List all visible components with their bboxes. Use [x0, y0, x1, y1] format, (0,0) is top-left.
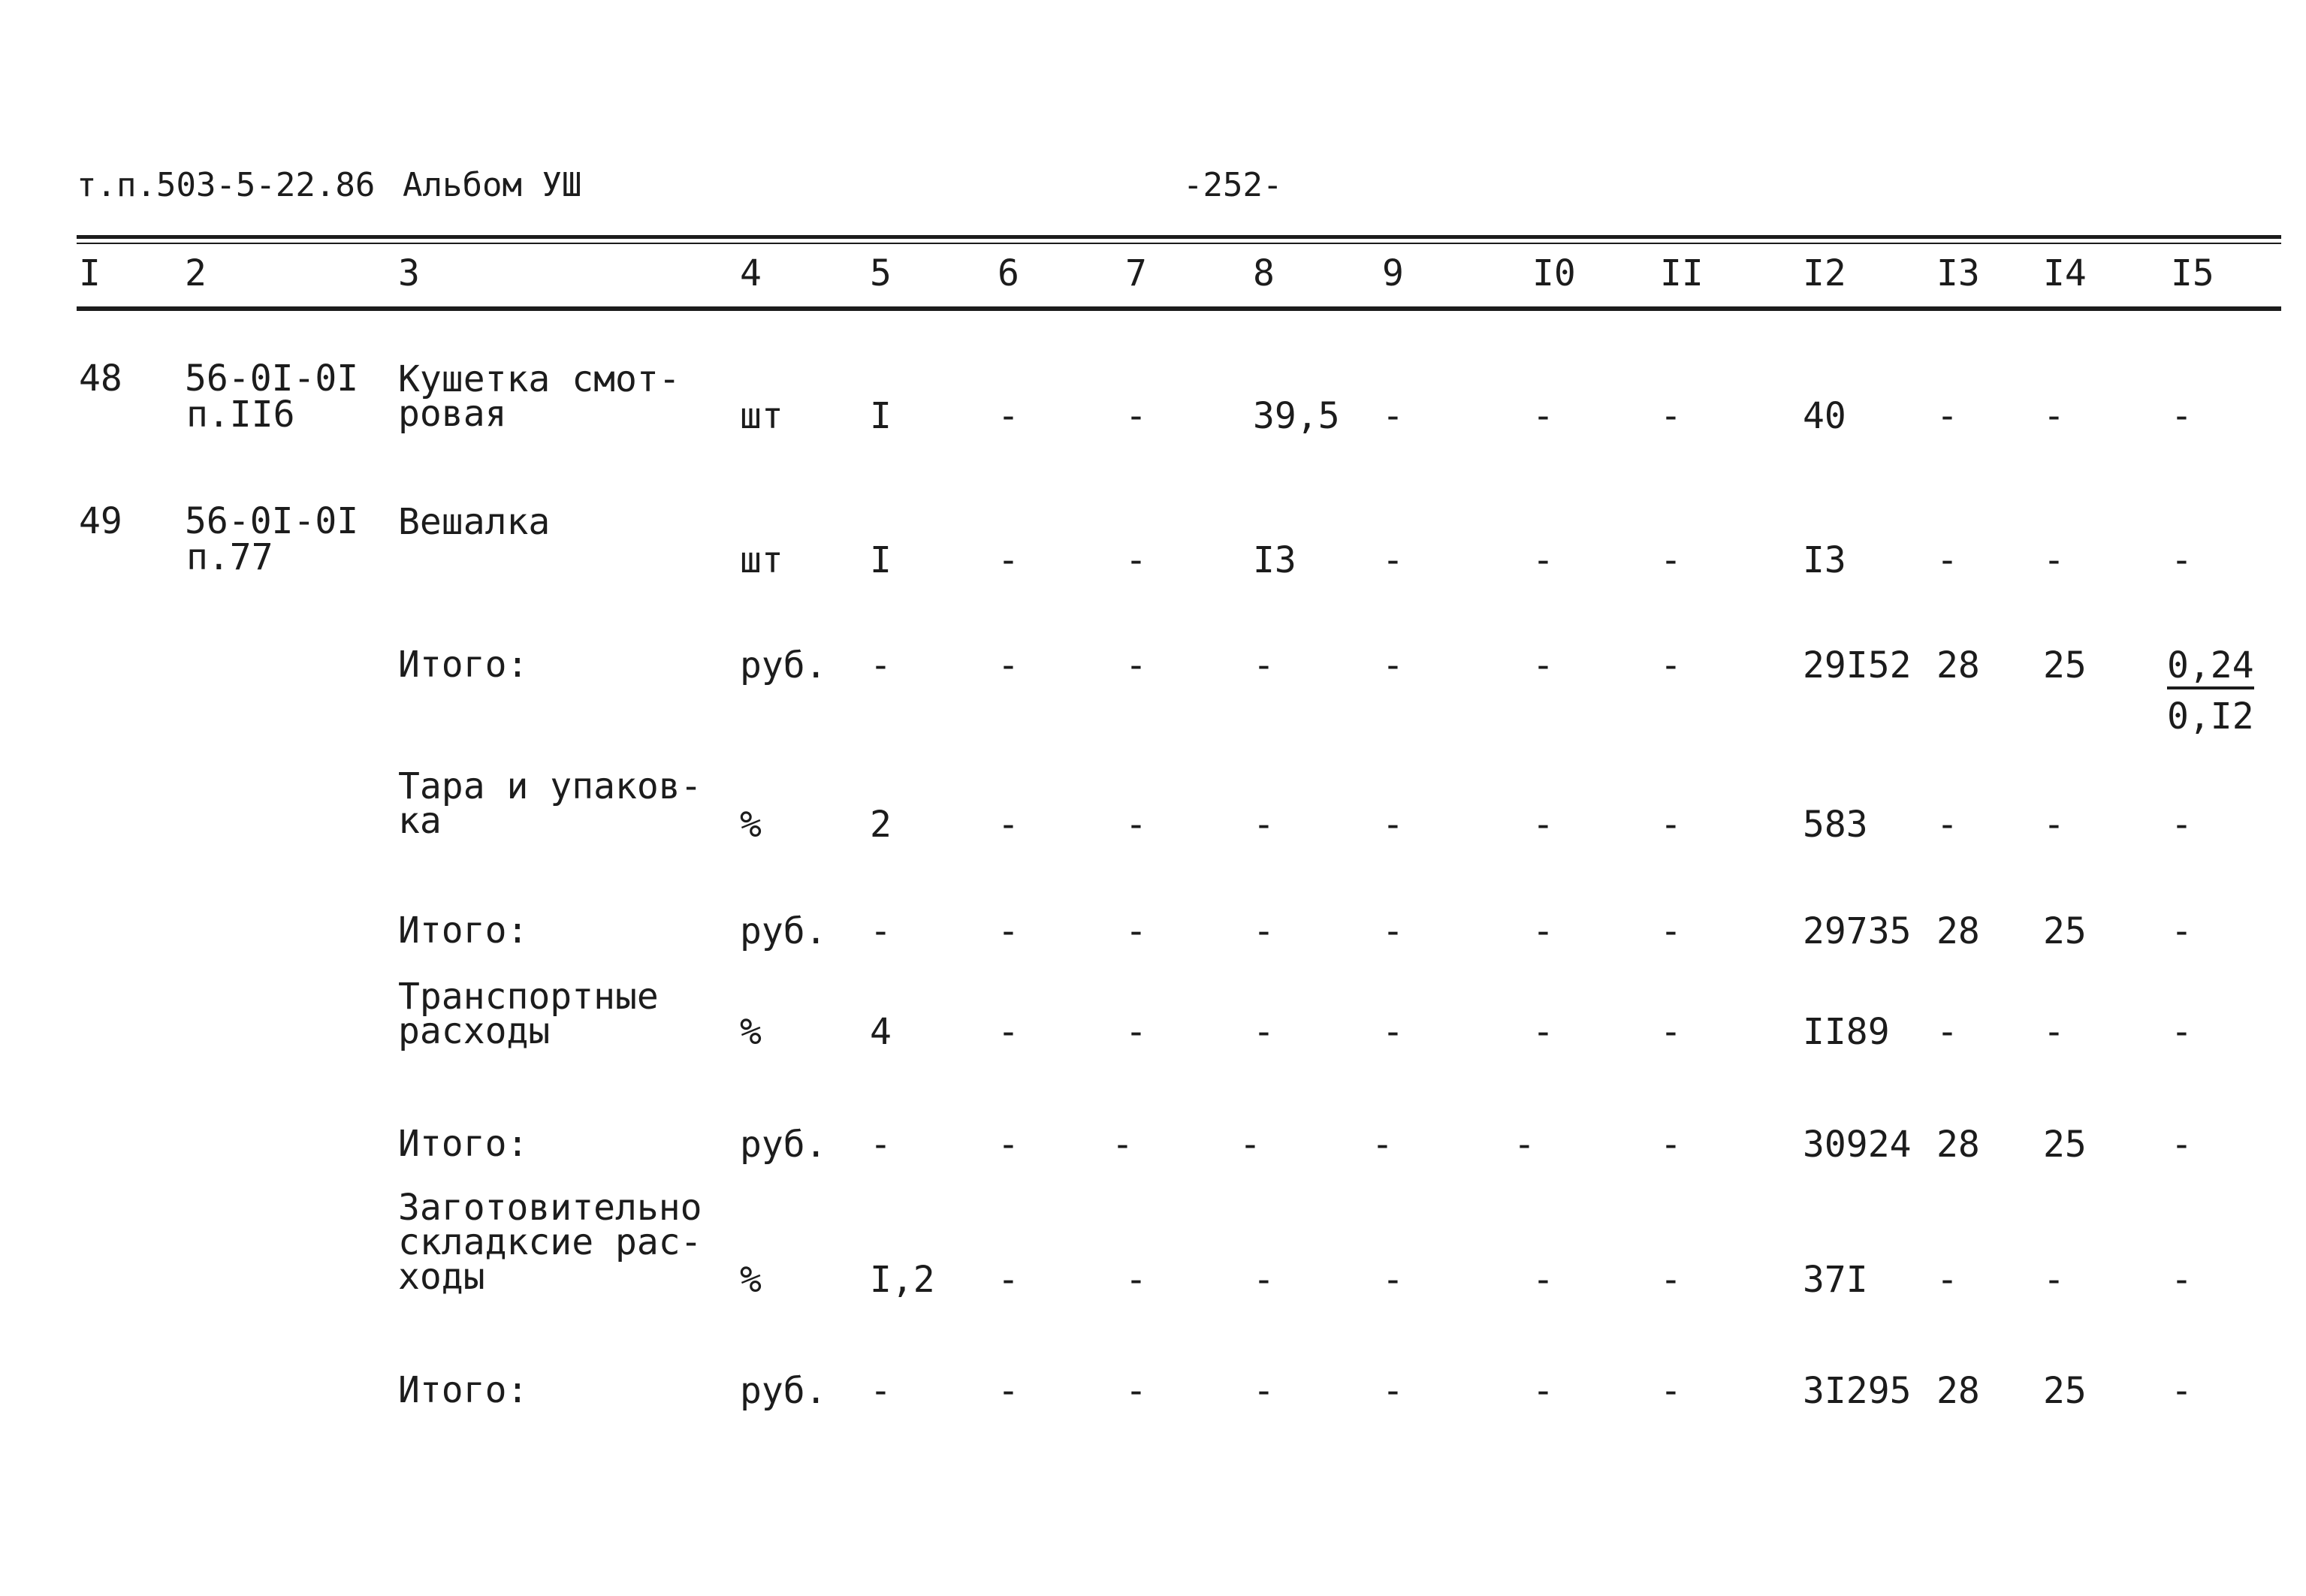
- col-num-4: 4: [740, 252, 762, 294]
- cell-col13: 28: [1936, 910, 1980, 952]
- cell-col5: I: [870, 395, 892, 437]
- cell-col11: -: [1660, 395, 1682, 437]
- cell-col13: 28: [1936, 1370, 1980, 1412]
- cell-col13: -: [1936, 1259, 1958, 1301]
- cell-col7: -: [1125, 910, 1147, 952]
- cell-col11: -: [1660, 1370, 1682, 1412]
- cell-col6: -: [998, 1124, 1019, 1166]
- row-name-line: ровая: [398, 393, 507, 435]
- cell-col5: 2: [870, 804, 892, 846]
- cell-col12: 37I: [1803, 1259, 1868, 1301]
- row-name-line: ка: [398, 800, 442, 842]
- row-name-line: Итого:: [398, 1369, 529, 1411]
- cell-col5: 4: [870, 1011, 892, 1053]
- cell-col15-numerator: 0,24: [2167, 647, 2254, 689]
- row-name-line: Заготовительно: [398, 1187, 702, 1229]
- cell-col15: -: [2171, 804, 2193, 846]
- cell-col7: -: [1125, 395, 1147, 437]
- cell-col7: -: [1112, 1124, 1133, 1166]
- col-num-15: I5: [2171, 252, 2214, 294]
- row-unit: руб.: [740, 910, 827, 952]
- cell-col9: -: [1382, 1370, 1404, 1412]
- cell-col14: 25: [2043, 644, 2087, 686]
- cell-col15: -: [2171, 910, 2193, 952]
- cell-col7: -: [1125, 1370, 1147, 1412]
- col-num-2: 2: [185, 252, 207, 294]
- col-num-5: 5: [870, 252, 892, 294]
- cell-col13: -: [1936, 395, 1958, 437]
- cell-col15: -: [2171, 1011, 2193, 1053]
- cell-col5: -: [870, 1124, 892, 1166]
- row-name: [398, 644, 714, 686]
- row-name-line: Тара и упаков-: [398, 765, 702, 807]
- cell-col8: -: [1253, 644, 1275, 686]
- cell-col8: -: [1253, 1370, 1275, 1412]
- cell-col6: -: [998, 910, 1019, 952]
- cell-col14: -: [2043, 804, 2065, 846]
- page-number: -252-: [1183, 166, 1283, 204]
- cell-col8: -: [1253, 1011, 1275, 1053]
- cell-col9: -: [1382, 1259, 1404, 1301]
- col-num-11: II: [1660, 252, 1704, 294]
- row-number: 48: [79, 358, 122, 400]
- row-name-line: Транспортные: [398, 976, 659, 1018]
- cell-col10: -: [1532, 910, 1554, 952]
- row-unit: руб.: [740, 1370, 827, 1412]
- cell-col9: -: [1382, 644, 1404, 686]
- row-unit: %: [740, 804, 762, 846]
- row-name: [398, 910, 714, 952]
- cell-col11: -: [1660, 804, 1682, 846]
- row-code-line-2: п.77: [186, 536, 273, 578]
- cell-col11: -: [1660, 1259, 1682, 1301]
- cell-col8: -: [1253, 804, 1275, 846]
- cell-col13: 28: [1936, 1124, 1980, 1166]
- row-name-line: Итого:: [398, 910, 529, 952]
- cell-col10: -: [1532, 539, 1554, 581]
- cell-col10: -: [1532, 1370, 1554, 1412]
- cell-col9: -: [1372, 1124, 1393, 1166]
- cell-col15-denominator: 0,I2: [2167, 695, 2254, 738]
- cell-col7: -: [1125, 804, 1147, 846]
- cell-col12: 29735: [1803, 910, 1912, 952]
- cell-col9: -: [1382, 395, 1404, 437]
- cell-col6: -: [998, 539, 1019, 581]
- row-code-line-1: 56-0I-0I: [185, 358, 359, 400]
- row-name: [398, 976, 714, 1052]
- cell-col6: -: [998, 1259, 1019, 1301]
- row-name-line: расходы: [398, 1010, 551, 1052]
- cell-col11: -: [1660, 539, 1682, 581]
- cell-col5: -: [870, 1370, 892, 1412]
- cell-col5: -: [870, 910, 892, 952]
- cell-col12: I3: [1803, 539, 1846, 581]
- col-num-10: I0: [1532, 252, 1576, 294]
- cell-col13: 28: [1936, 644, 1980, 686]
- col-num-3: 3: [398, 252, 420, 294]
- cell-col11: -: [1660, 1124, 1682, 1166]
- row-unit: шт: [740, 539, 783, 581]
- cell-col10: -: [1532, 1259, 1554, 1301]
- row-unit: %: [740, 1259, 762, 1301]
- cell-col8: -: [1253, 910, 1275, 952]
- row-unit: %: [740, 1011, 762, 1053]
- cell-col6: -: [998, 644, 1019, 686]
- row-unit: руб.: [740, 644, 827, 686]
- row-name: [398, 358, 714, 435]
- col-num-13: I3: [1936, 252, 1980, 294]
- cell-col10: -: [1514, 1124, 1535, 1166]
- cell-col13: -: [1936, 1011, 1958, 1053]
- col-num-7: 7: [1125, 252, 1147, 294]
- row-name-line: Кушетка смот-: [398, 358, 681, 400]
- row-name: [398, 501, 714, 543]
- cell-col7: -: [1125, 1011, 1147, 1053]
- cell-col15: -: [2171, 1370, 2193, 1412]
- cell-col12: 30924: [1803, 1124, 1912, 1166]
- cell-col9: -: [1382, 1011, 1404, 1053]
- cell-col8: 39,5: [1253, 395, 1340, 437]
- cell-col14: -: [2043, 1259, 2065, 1301]
- header-bottom-rule: [77, 306, 2281, 311]
- cell-col7: -: [1125, 1259, 1147, 1301]
- doc-reference: т.п.503-5-22.86: [77, 166, 376, 204]
- cell-col7: -: [1125, 539, 1147, 581]
- cell-col5: I: [870, 539, 892, 581]
- col-num-9: 9: [1382, 252, 1404, 294]
- col-num-1: I: [79, 252, 101, 294]
- cell-col12: 583: [1803, 804, 1868, 846]
- cell-col15: -: [2171, 395, 2193, 437]
- row-name: [398, 765, 714, 842]
- cell-col6: -: [998, 395, 1019, 437]
- cell-col10: -: [1532, 395, 1554, 437]
- col-num-12: I2: [1803, 252, 1846, 294]
- cell-col5: I,2: [870, 1259, 935, 1301]
- cell-col7: -: [1125, 644, 1147, 686]
- cell-col12: 40: [1803, 395, 1846, 437]
- row-name-line: ходы: [398, 1256, 485, 1298]
- col-num-6: 6: [998, 252, 1019, 294]
- cell-col8: -: [1239, 1124, 1261, 1166]
- cell-col14: -: [2043, 539, 2065, 581]
- cell-col5: -: [870, 644, 892, 686]
- row-name-line: Итого:: [398, 644, 529, 686]
- row-name-line: Итого:: [398, 1123, 529, 1165]
- cell-col14: -: [2043, 395, 2065, 437]
- cell-col9: -: [1382, 539, 1404, 581]
- cell-col10: -: [1532, 804, 1554, 846]
- cell-col14: 25: [2043, 1124, 2087, 1166]
- album-title: Альбом УШ: [403, 166, 582, 204]
- row-code-line-2: п.II6: [186, 394, 295, 436]
- cell-col13: -: [1936, 804, 1958, 846]
- cell-col9: -: [1382, 910, 1404, 952]
- cell-col11: -: [1660, 644, 1682, 686]
- cell-col9: -: [1382, 804, 1404, 846]
- cell-col14: 25: [2043, 910, 2087, 952]
- cell-col14: -: [2043, 1011, 2065, 1053]
- col-num-8: 8: [1253, 252, 1275, 294]
- cell-col12: 3I295: [1803, 1370, 1912, 1412]
- cell-col6: -: [998, 1011, 1019, 1053]
- col-num-14: I4: [2043, 252, 2087, 294]
- cell-col10: -: [1532, 1011, 1554, 1053]
- top-rule-thin: [77, 243, 2281, 244]
- cell-col13: -: [1936, 539, 1958, 581]
- cell-col12: 29I52: [1803, 644, 1912, 686]
- cell-col10: -: [1532, 644, 1554, 686]
- row-unit: шт: [740, 395, 783, 437]
- row-name-line: складксие рас-: [398, 1221, 702, 1263]
- cell-col15: -: [2171, 1259, 2193, 1301]
- row-name-line: Вешалка: [398, 501, 551, 543]
- cell-col15: -: [2171, 539, 2193, 581]
- row-name: [398, 1123, 714, 1165]
- row-name: [398, 1187, 714, 1298]
- cell-col6: -: [998, 1370, 1019, 1412]
- cell-col11: -: [1660, 1011, 1682, 1053]
- cell-col15: -: [2171, 1124, 2193, 1166]
- row-unit: руб.: [740, 1124, 827, 1166]
- top-rule: [77, 235, 2281, 239]
- cell-col14: 25: [2043, 1370, 2087, 1412]
- cell-col11: -: [1660, 910, 1682, 952]
- cell-col8: I3: [1253, 539, 1296, 581]
- row-name: [398, 1369, 714, 1411]
- row-number: 49: [79, 500, 122, 542]
- row-code-line-1: 56-0I-0I: [185, 500, 359, 542]
- cell-col12: II89: [1803, 1011, 1890, 1053]
- cell-col8: -: [1253, 1259, 1275, 1301]
- cell-col6: -: [998, 804, 1019, 846]
